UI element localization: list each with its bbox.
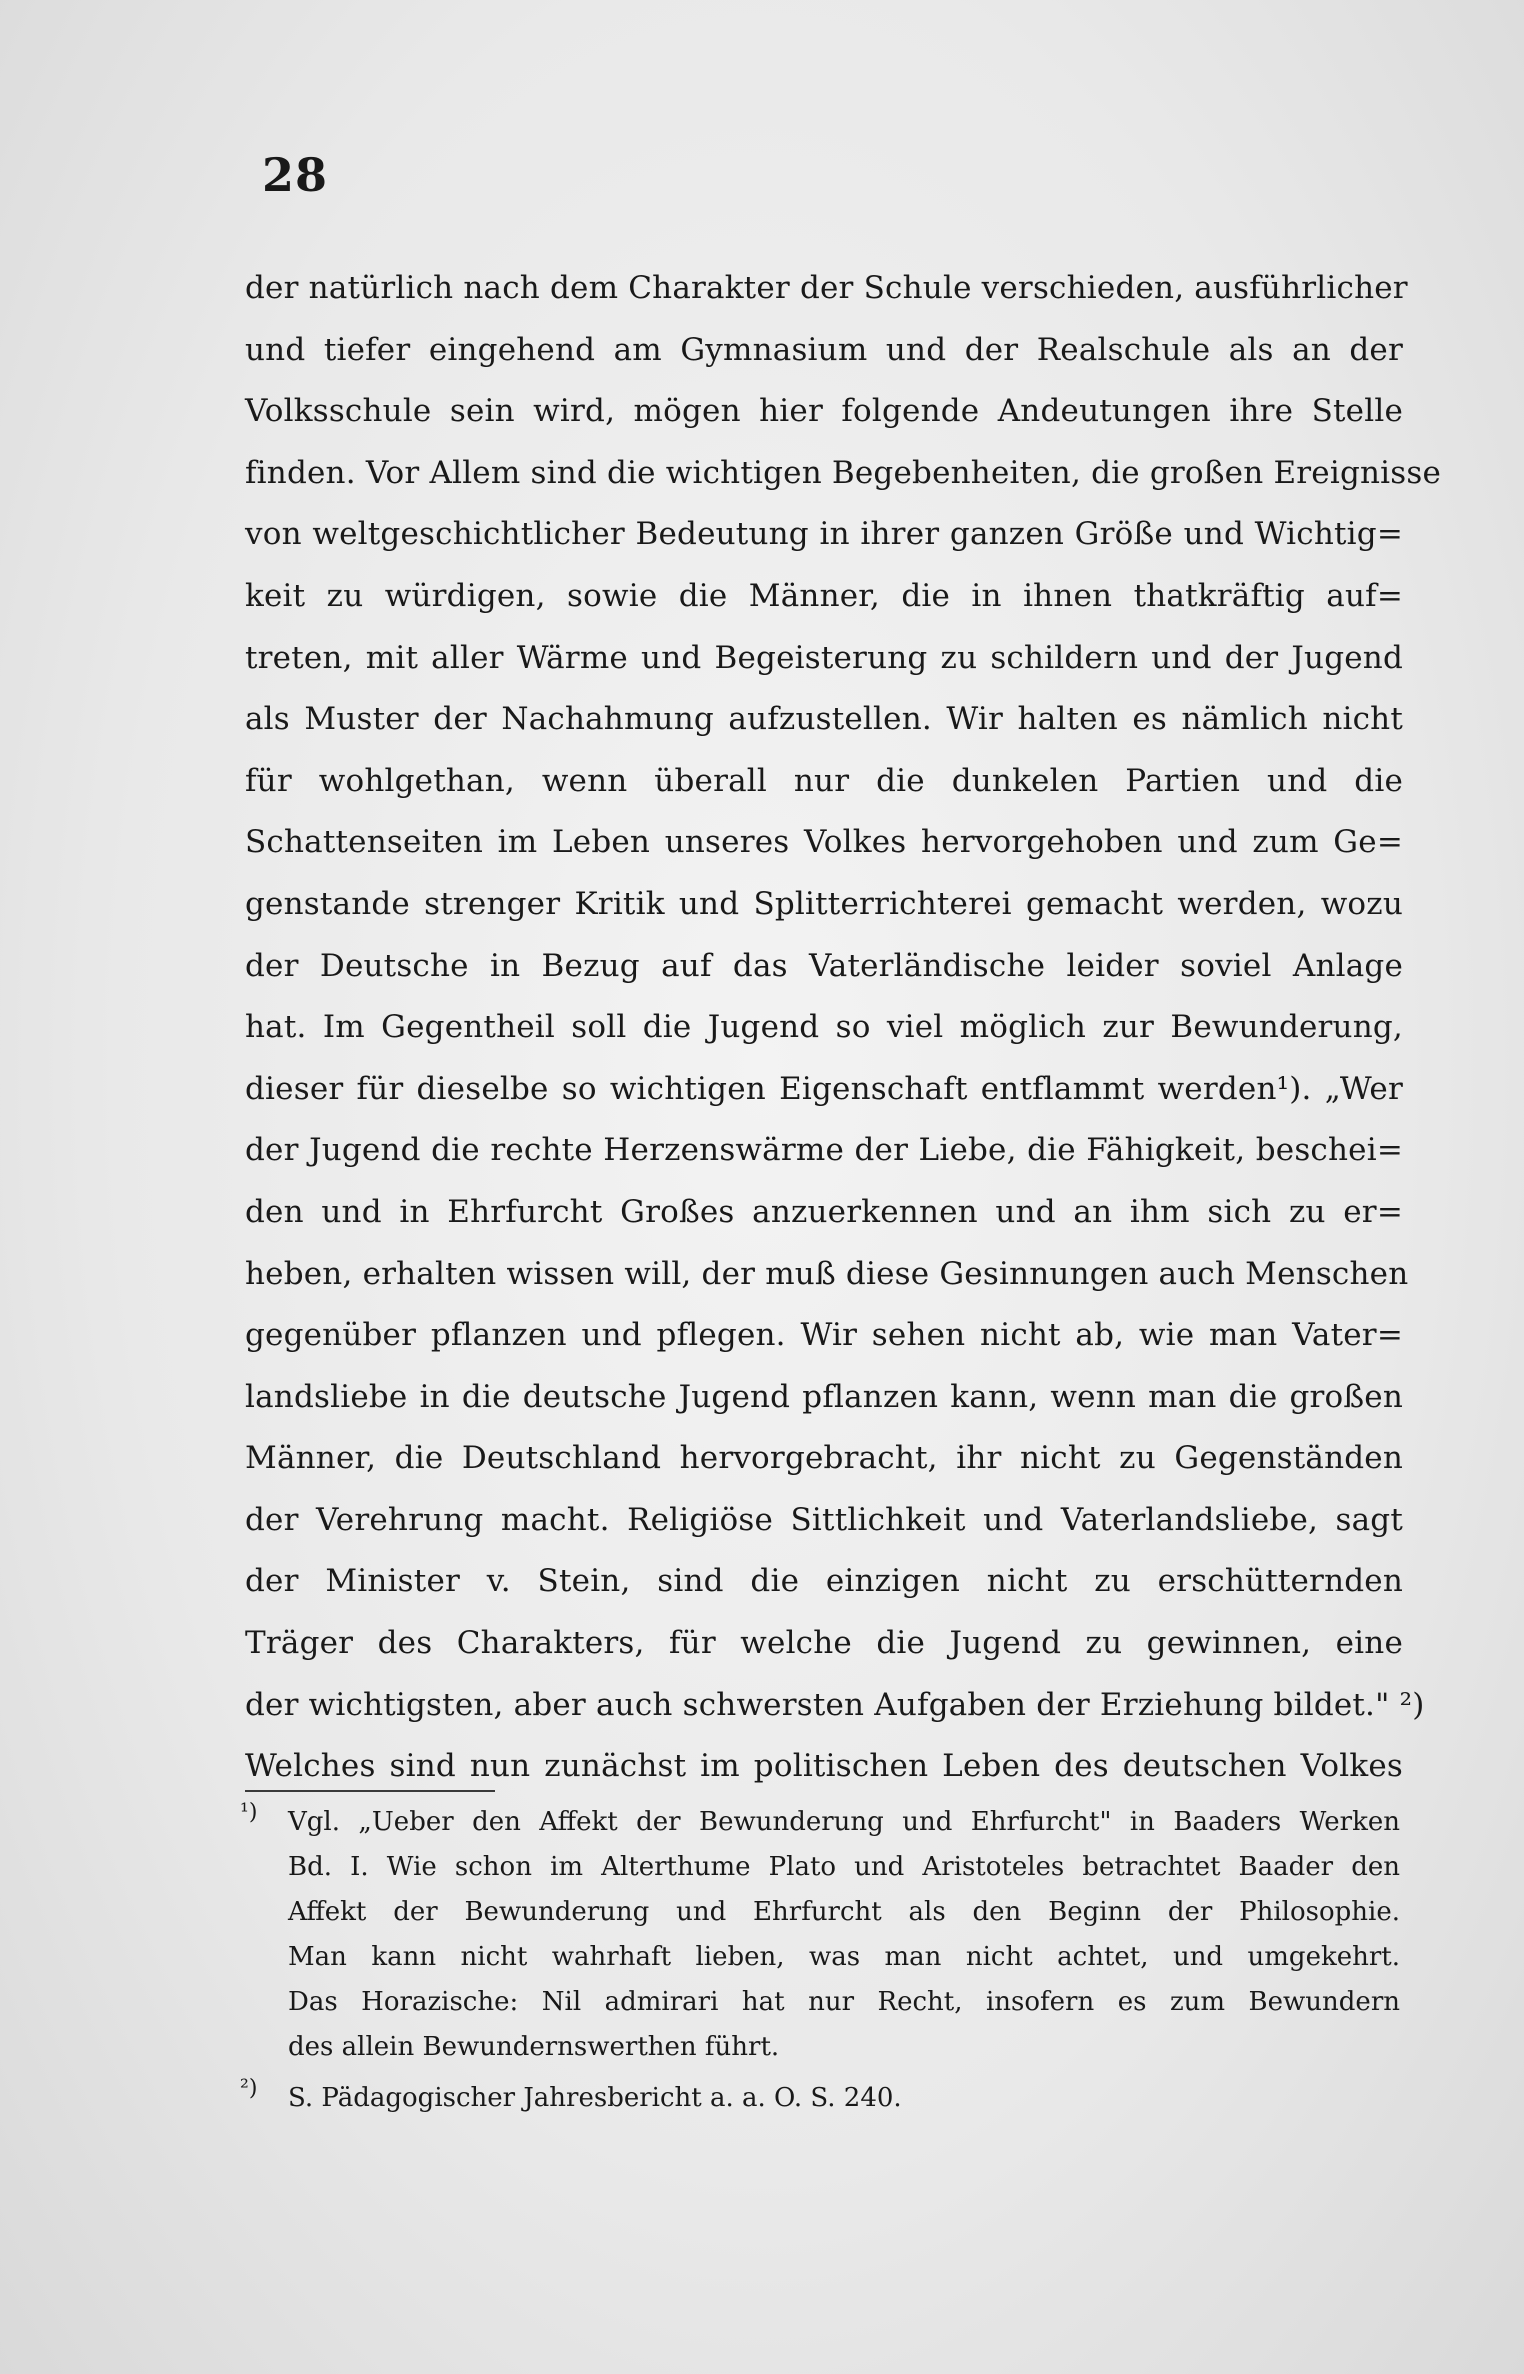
page-number: 28 — [262, 148, 329, 202]
footnote-line: des allein Bewundernswerthen führt. — [288, 2032, 780, 2062]
footnote-marker: ¹) — [240, 1800, 258, 1825]
footnote-line: Bd. I. Wie schon im Alterthume Plato und Aristoteles betrachtet Baader den — [288, 1852, 1400, 1882]
text-line: hat. Im Gegentheil soll die Jugend so viel möglich zur Bewunderung, — [245, 1009, 1403, 1046]
footnote-1 — [240, 1800, 1400, 2070]
footnote-line: S. Pädagogischer Jahresbericht a. a. O. S. 240. — [288, 2083, 902, 2113]
text-line: keit zu würdigen, sowie die Männer, die in ihnen thatkräftig auf= — [245, 577, 1403, 614]
text-line: gegenüber pflanzen und pflegen. Wir sehen nicht ab, wie man Vater= — [245, 1317, 1403, 1354]
text-line: den und in Ehrfurcht Großes anzuerkennen und an ihm sich zu er= — [245, 1193, 1403, 1230]
text-line: der natürlich nach dem Charakter der Schule verschieden, ausführlicher — [245, 270, 1408, 306]
footnotes — [240, 1800, 1400, 2121]
text-line: für wohlgethan, wenn überall nur die dunkelen Partien und die — [245, 762, 1403, 799]
text-line: der Deutsche in Bezug auf das Vaterländische leider soviel Anlage — [245, 947, 1403, 984]
text-line: als Muster der Nachahmung aufzustellen. Wir halten es nämlich nicht — [245, 701, 1403, 738]
footnote-separator — [245, 1790, 495, 1792]
footnote-line: Affekt der Bewunderung und Ehrfurcht als den Beginn der Philosophie. — [288, 1897, 1400, 1927]
text-line: der Jugend die rechte Herzenswärme der Liebe, die Fähigkeit, beschei= — [245, 1132, 1403, 1169]
text-line: treten, mit aller Wärme und Begeisterung zu schildern und der Jugend — [245, 639, 1403, 676]
text-line: Träger des Charakters, für welche die Jugend zu gewinnen, eine — [245, 1625, 1403, 1662]
footnote-line: Das Horazische: Nil admirari hat nur Recht, insofern es zum Bewundern — [288, 1987, 1400, 2017]
footnote-line: Vgl. „Ueber den Affekt der Bewunderung und Ehrfurcht" in Baaders Werken — [288, 1807, 1400, 1837]
text-line: finden. Vor Allem sind die wichtigen Begebenheiten, die großen Ereignisse — [245, 454, 1442, 491]
text-line: von weltgeschichtlicher Bedeutung in ihrer ganzen Größe und Wichtig= — [245, 516, 1403, 553]
text-line: Welches sind nun zunächst im politischen Leben des deutschen Volkes — [245, 1748, 1403, 1785]
text-line: der Verehrung macht. Religiöse Sittlichkeit und Vaterlandsliebe, sagt — [245, 1501, 1403, 1538]
text-line: landsliebe in die deutsche Jugend pflanzen kann, wenn man die großen — [245, 1378, 1403, 1415]
text-line: heben, erhalten wissen will, der muß diese Gesinnungen auch Menschen — [245, 1255, 1409, 1292]
text-line: Männer, die Deutschland hervorgebracht, ihr nicht zu Gegenständen — [245, 1440, 1403, 1477]
text-line: der Minister v. Stein, sind die einzigen nicht zu erschütternden — [245, 1563, 1403, 1600]
footnote-2 — [240, 2076, 1400, 2121]
text-line: Volksschule sein wird, mögen hier folgende Andeutungen ihre Stelle — [245, 393, 1403, 430]
footnote-marker: ²) — [240, 2076, 258, 2101]
text-line: und tiefer eingehend am Gymnasium und der Realschule als an der — [245, 331, 1403, 368]
text-line: dieser für dieselbe so wichtigen Eigenschaft entflammt werden¹). „Wer — [245, 1070, 1403, 1107]
text-line: der wichtigsten, aber auch schwersten Aufgaben der Erziehung bildet." ²) — [245, 1686, 1425, 1723]
text-line: genstande strenger Kritik und Splitterrichterei gemacht werden, wozu — [245, 885, 1403, 922]
footnote-line: Man kann nicht wahrhaft lieben, was man nicht achtet, und umgekehrt. — [288, 1942, 1400, 1972]
text-line: Schattenseiten im Leben unseres Volkes hervorgehoben und zum Ge= — [245, 824, 1403, 861]
main-text-block — [245, 258, 1442, 1798]
